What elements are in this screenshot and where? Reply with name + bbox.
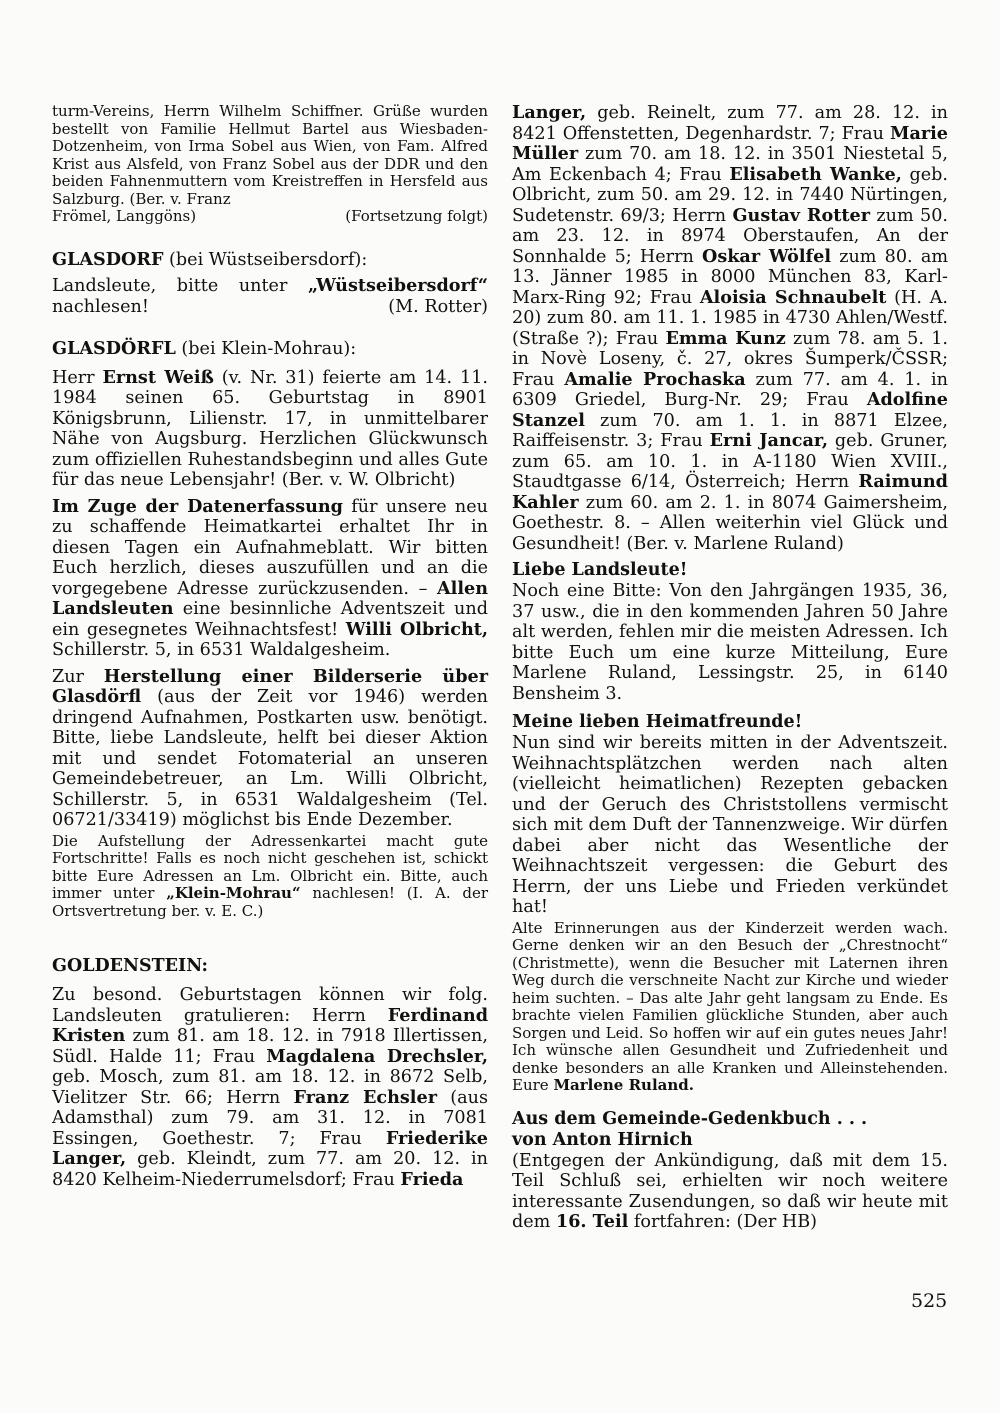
bold-text: Im Zuge der Datenerfassung: [52, 495, 343, 517]
glasdorf-line2-right: (M. Rotter): [388, 296, 488, 317]
intro-last-left: Frömel, Langgöns): [52, 207, 197, 225]
bold-name: Marie Müller: [512, 122, 948, 164]
glasdorfl-heading-bold: GLASDÖRFL: [52, 338, 176, 359]
bold-name: Amalie Prochaska: [564, 368, 746, 390]
intro-text: turm-Vereins, Herrn Wilhelm Schiffner. Grüße wurden bestellt von Familie Hellmut Bartel aus Wiesbaden-Dotzenheim, von Irma Sobel aus Wien, von Fam. Alfred Krist aus Alsfeld, von Franz Sobel aus der DDR und den beiden Fahnenmuttern vom Kreistreffen in Hersfeld aus Salzburg. (Ber. v. Franz: [52, 102, 488, 208]
glasdorfl-paragraph-3: [52, 667, 488, 831]
text: geb. Reinelt, zum 77. am 28. 12. in 8421 Offenstetten, Degenhardstr. 7; Frau: [512, 103, 948, 144]
bold-name: Willi Olbricht,: [345, 618, 488, 640]
text: fortfahren: (Der HB): [628, 1212, 818, 1232]
text: Alte Erinnerungen aus der Kinderzeit werden wach. Gerne denken wir an den Besuch der „Chrestnocht“ (Christmette), wenn die Besucher mit Laternen ihren Weg durch die verschneite Nacht zur Kirche und wieder heim suchten. – Das alte Jahr geht langsam zu Ende. Es brachte vielen Familien glückliche Stunden, aber auch Sorgen und Leid. So hoffen wir auf ein gutes neues Jahr! Ich wünsche allen Gesundheit und Zufriedenheit und denke besonders an alle Kranken und Alleinstehenden. Eure: [512, 918, 948, 1094]
glasdorfl-heading: [52, 339, 488, 360]
birthday-continuation: [512, 103, 948, 554]
text: zum 78. am 5. 1. in Novè Loseny, č. 27, okres Šumperk/ČSSR; Frau: [512, 328, 948, 390]
text: zum 81. am 18. 12. in 7918 Illertissen, Südl. Halde 11; Frau: [52, 1026, 488, 1067]
erinnerungen-text: [512, 920, 948, 1095]
text: geb. Kleindt, zum 77. am 20. 12. in 8420 Kelheim-Niederrumelsdorf; Frau: [52, 1149, 488, 1190]
text: eine besinnliche Adventszeit und ein gesegnetes Weihnachtsfest!: [52, 599, 488, 640]
text: zum 70. am 18. 12. in 3501 Niestetal 5, Am Eckenbach 4; Frau: [512, 144, 948, 185]
bold-name: Elisabeth Wanke,: [729, 163, 902, 185]
text: nachlesen! (I. A. der Ortsvertretung ber. v. E. C.): [52, 884, 488, 920]
text: Die Aufstellung der Adressenkartei macht gute Fortschritte! Falls es noch nicht geschehen ist, schickt bitte Eure Adressen an Lm. Olbricht ein. Bitte, auch immer unter: [52, 831, 488, 902]
text: Zur: [52, 666, 104, 687]
bold-name: Gustav Rotter: [732, 204, 870, 226]
bold-name: Adolfine Stanzel: [512, 389, 948, 431]
intro-paragraph: [52, 103, 488, 208]
glasdorf-line1: [52, 276, 488, 297]
text: zum 60. am 2. 1. in 8074 Gaimersheim, Goethestr. 8. – Allen weiterhin viel Glück und Gesundheit! (Ber. v. Marlene Ruland): [512, 492, 948, 554]
bold-name: Langer,: [512, 102, 587, 123]
text: zum 50. am 23. 12. in 8974 Oberstaufen, An der Sonnhalde 5; Herrn: [512, 205, 949, 267]
glasdorfl-paragraph-2: [52, 497, 488, 661]
page-number: 525: [911, 1290, 948, 1312]
goldenstein-paragraph: [52, 985, 488, 1190]
goldenstein-heading: GOLDENSTEIN:: [52, 956, 209, 976]
gedenkbuch-heading-2: von Anton Hirnich: [512, 1129, 693, 1150]
liebe-landsleute-heading: Liebe Landsleute!: [512, 560, 688, 580]
bold-text: Herstellung einer Bilderserie über Glasdörfl: [52, 665, 488, 707]
text: zum 80. am 13. Jänner 1985 in 8000 München 83, Karl-Marx-Ring 92; Frau: [512, 246, 948, 308]
gedenkbuch-heading-1: Aus dem Gemeinde-Gedenkbuch . . .: [512, 1108, 868, 1129]
bold-name: Erni Jancar,: [709, 430, 828, 451]
heimatfreunde-heading: Meine lieben Heimatfreunde!: [512, 712, 803, 732]
text: Herr: [52, 367, 103, 388]
bold-text: 16. Teil: [555, 1211, 629, 1232]
heimatfreunde-text: Nun sind wir bereits mitten in der Adventszeit. Weihnachtsplätzchen werden nach alten (vielleicht heimatlichen) Rezepten gebacken und der Geruch des Christstollens vermischt sich mit dem Duft der Tannenzweige. Wir dürfen dabei aber nicht das Wesentliche der Weihnachtszeit vergessen: die Geburt des Herrn, der uns Liebe und Frieden verkündet hat!: [512, 733, 948, 917]
bold-name: Aloisia Schnaubelt: [699, 286, 887, 308]
bold-name: Friederike Langer,: [52, 1127, 488, 1169]
intro-last-line: [52, 208, 488, 226]
bold-name: Emma Kunz: [665, 327, 786, 349]
glasdorf-line1-bold: „Wüstseibersdorf“: [307, 275, 488, 296]
text: Schillerstr. 5, in 6531 Waldalgesheim.: [52, 640, 391, 660]
intro-last-right: (Fortsetzung folgt): [345, 207, 488, 225]
glasdorf-line2-left: nachlesen!: [52, 296, 149, 317]
text: (v. Nr. 31) feierte am 14. 11. 1984 seinen 65. Geburtstag in 8901 Königsbrunn, Lilienstr. 17, in unmittelbarer Nähe von Augsburg. Herzlichen Glückwunsch zum offiziellen Ruhestandsbeginn und alles Gute für das neue Lebensjahr! (Ber. v. W. Olbricht): [52, 367, 489, 490]
text: für unsere neu zu schaffende Heimatkartei erhaltet Ihr in diesen Tagen ein Aufnahmeblatt. Wir bitten Euch herzlich, dieses auszufüllen und an die vorgegebene Adresse zurückzusenden. –: [52, 496, 489, 599]
bold-text: „Klein-Mohrau“: [166, 884, 301, 902]
glasdorfl-paragraph-1: [52, 368, 488, 491]
glasdorfl-heading-rest: (bei Klein-Mohrau):: [175, 339, 357, 359]
gedenkbuch-text: [512, 1151, 948, 1233]
right-column: [512, 103, 948, 1239]
glasdorf-line1-text: Landsleute, bitte unter: [52, 276, 308, 296]
bold-name: Raimund Kahler: [512, 471, 948, 513]
glasdorf-line2: [52, 297, 488, 318]
left-column: [52, 103, 488, 1196]
glasdorfl-paragraph-4: [52, 833, 488, 921]
glasdorf-heading: [52, 250, 488, 271]
text: geb. Mosch, zum 81. am 18. 12. in 8672 Selb, Vielitzer Str. 66; Herrn: [52, 1067, 488, 1108]
text: geb. Olbricht, zum 50. am 29. 12. in 7440 Nürtingen, Sudetenstr. 69/3; Herrn: [512, 164, 948, 226]
bold-name: Ferdinand Kristen: [52, 1004, 488, 1046]
bold-text: Allen Landsleuten: [52, 577, 488, 619]
text: (aus der Zeit vor 1946) werden dringend Aufnahmen, Postkarten usw. benötigt. Bitte, liebe Landsleute, helft bei dieser Aktion mit und sendet Fotomaterial an unseren Gemeindebetreuer, an Lm. Willi Olbricht, Schillerstr. 5, in 6531 Waldalgesheim (Tel. 06721/33419) möglichst bis Ende Dezember.: [52, 687, 488, 830]
text: zum 77. am 4. 1. in 6309 Griedel, Burg-Nr. 29; Frau: [512, 369, 948, 410]
liebe-landsleute-text: Noch eine Bitte: Von den Jahrgängen 1935, 36, 37 usw., die in den kommenden Jahren 50 Jahre alt werden, fehlen mir die meisten Adressen. Ich bitte Euch um eine kurze Mitteilung, Eure Marlene Ruland, Lessingstr. 25, in 6140 Bensheim 3.: [512, 581, 948, 704]
glasdorf-heading-bold: GLASDORF: [52, 248, 164, 270]
text: zum 70. am 1. 1. in 8871 Elzee, Raiffeisenstr. 3; Frau: [512, 410, 948, 451]
bold-name: Frieda: [400, 1168, 464, 1190]
bold-name: Franz Echsler: [293, 1086, 437, 1108]
text: (aus Adamsthal) zum 79. am 31. 12. in 7081 Essingen, Goethestr. 7; Frau: [52, 1087, 488, 1149]
bold-name: Oskar Wölfel: [702, 245, 832, 267]
text: (H. A. 20) zum 80. am 11. 1. 1985 in 4730 Ahlen/Westf. (Straße ?); Frau: [512, 287, 948, 349]
text: geb. Gruner, zum 65. am 10. 1. in A-1180 Wien XVIII., Staudtgasse 6/14, Österreich; Herrn: [512, 431, 948, 492]
text: Zu besond. Geburtstagen können wir folg. Landsleuten gratulieren: Herrn: [52, 985, 488, 1026]
bold-name: Magdalena Drechsler,: [266, 1045, 488, 1067]
glasdorf-heading-rest: (bei Wüstseibersdorf):: [163, 249, 368, 270]
bold-name: Ernst Weiß: [102, 366, 214, 388]
text: (Entgegen der Ankündigung, daß mit dem 15. Teil Schluß sei, erhielten wir noch weitere interessante Zusendungen, so daß wir heute mit dem: [512, 1150, 948, 1232]
bold-name: Marlene Ruland.: [553, 1076, 694, 1094]
